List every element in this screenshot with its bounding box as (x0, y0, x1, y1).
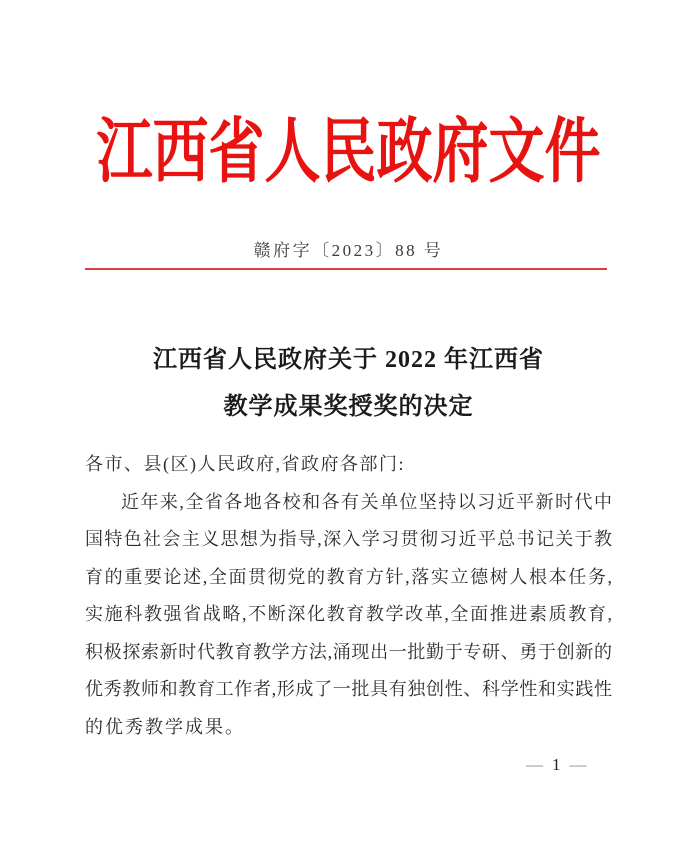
document-number: 赣府字〔2023〕88 号 (253, 241, 444, 260)
page-number-dash-left: — (526, 755, 543, 774)
paragraph-line: 实施科教强省战略,不断深化教育教学改革,全面推进素质教育, (85, 604, 612, 624)
paragraph-line: 近年来,全省各地各校和各有关单位坚持以习近平新时代中 (121, 491, 612, 512)
document-body (85, 446, 612, 746)
page-number (517, 755, 596, 775)
paragraph-line: 育的重要论述,全面贯彻党的教育方针,落实立德树人根本任务, (85, 566, 612, 587)
salutation-line: 各市、县(区)人民政府,省政府各部门: (85, 454, 405, 474)
paragraph-line: 的优秀教学成果。 (85, 716, 245, 737)
document-title-line-1: 江西省人民政府关于 2022 年江西省 (153, 347, 544, 373)
document-title-line-2: 教学成果奖授奖的决定 (223, 394, 474, 420)
document-header-title: 江西省人民政府文件 (96, 113, 601, 192)
page-number-value: 1 (552, 755, 561, 774)
paragraph-line: 积极探索新时代教育教学方法,涌现出一批勤于专研、勇于创新的 (85, 641, 612, 662)
header-divider-line (85, 268, 607, 270)
paragraph-line: 优秀教师和教育工作者,形成了一批具有独创性、科学性和实践性 (85, 679, 612, 699)
body-paragraph (85, 484, 612, 747)
paragraph-line: 国特色社会主义思想为指导,深入学习贯彻习近平总书记关于教 (85, 529, 612, 549)
page-number-dash-right: — (569, 755, 587, 774)
document-title (0, 337, 697, 431)
